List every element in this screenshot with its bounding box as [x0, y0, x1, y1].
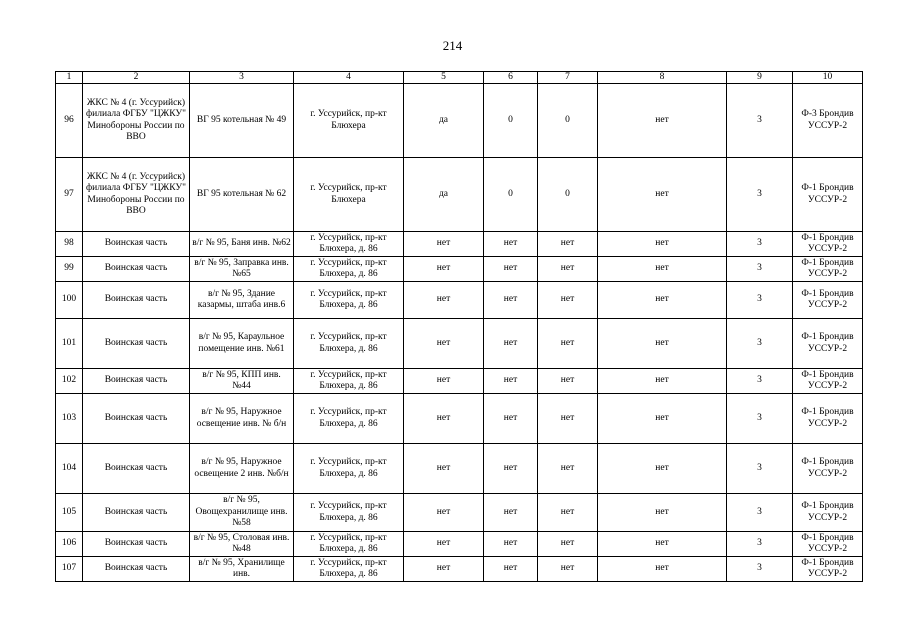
col7-cell: нет: [538, 532, 598, 557]
object-cell: в/г № 95, Наружное освещение 2 инв. №б/н: [190, 444, 294, 494]
col5-cell: нет: [404, 557, 484, 582]
object-cell: в/г № 95, Здание казармы, штаба инв.6: [190, 282, 294, 319]
organization-cell: Воинская часть: [83, 319, 190, 369]
col5-cell: нет: [404, 282, 484, 319]
col6-cell: нет: [484, 369, 538, 394]
column-header: 6: [484, 72, 538, 84]
address-cell: г. Уссурийск, пр-кт Блюхера, д. 86: [294, 557, 404, 582]
object-cell: ВГ 95 котельная № 49: [190, 84, 294, 158]
col5-cell: нет: [404, 232, 484, 257]
column-header: 9: [727, 72, 793, 84]
col8-cell: нет: [598, 282, 727, 319]
table-row: [56, 444, 863, 494]
col7-cell: нет: [538, 282, 598, 319]
organization-cell: Воинская часть: [83, 557, 190, 582]
col9-cell: 3: [727, 532, 793, 557]
table-row: [56, 232, 863, 257]
col10-cell: Ф-1 Брондив УССУР-2: [793, 257, 863, 282]
col5-cell: да: [404, 158, 484, 232]
table-row: [56, 319, 863, 369]
col9-cell: 3: [727, 394, 793, 444]
address-cell: г. Уссурийск, пр-кт Блюхера, д. 86: [294, 282, 404, 319]
row-number-cell: 96: [56, 84, 83, 158]
col5-cell: нет: [404, 257, 484, 282]
column-header: 3: [190, 72, 294, 84]
col6-cell: 0: [484, 158, 538, 232]
column-header: 1: [56, 72, 83, 84]
table-row: [56, 257, 863, 282]
col10-cell: Ф-1 Брондив УССУР-2: [793, 232, 863, 257]
address-cell: г. Уссурийск, пр-кт Блюхера: [294, 158, 404, 232]
col9-cell: 3: [727, 444, 793, 494]
organization-cell: Воинская часть: [83, 232, 190, 257]
organization-cell: Воинская часть: [83, 494, 190, 532]
col6-cell: нет: [484, 394, 538, 444]
col5-cell: нет: [404, 394, 484, 444]
address-cell: г. Уссурийск, пр-кт Блюхера, д. 86: [294, 232, 404, 257]
col8-cell: нет: [598, 319, 727, 369]
col6-cell: нет: [484, 282, 538, 319]
table-row: [56, 369, 863, 394]
row-number-cell: 102: [56, 369, 83, 394]
table-row: [56, 494, 863, 532]
object-cell: в/г № 95, Караульное помещение инв. №61: [190, 319, 294, 369]
col5-cell: нет: [404, 494, 484, 532]
col6-cell: нет: [484, 494, 538, 532]
column-number-row: [56, 72, 863, 84]
col9-cell: 3: [727, 257, 793, 282]
table-row: [56, 282, 863, 319]
page-number: 214: [442, 38, 463, 53]
table-row: [56, 158, 863, 232]
row-number-cell: 107: [56, 557, 83, 582]
object-cell: в/г № 95, Столовая инв. №48: [190, 532, 294, 557]
registry-table: [55, 71, 863, 582]
address-cell: г. Уссурийск, пр-кт Блюхера, д. 86: [294, 257, 404, 282]
col10-cell: Ф-1 Брондив УССУР-2: [793, 532, 863, 557]
col6-cell: нет: [484, 444, 538, 494]
column-header: 8: [598, 72, 727, 84]
organization-cell: Воинская часть: [83, 369, 190, 394]
address-cell: г. Уссурийск, пр-кт Блюхера: [294, 84, 404, 158]
table-row: [56, 557, 863, 582]
col7-cell: 0: [538, 158, 598, 232]
col5-cell: нет: [404, 444, 484, 494]
column-header: 5: [404, 72, 484, 84]
col10-cell: Ф-1 Брондив УССУР-2: [793, 158, 863, 232]
organization-cell: Воинская часть: [83, 394, 190, 444]
col6-cell: нет: [484, 319, 538, 369]
address-cell: г. Уссурийск, пр-кт Блюхера, д. 86: [294, 369, 404, 394]
col8-cell: нет: [598, 444, 727, 494]
col8-cell: нет: [598, 158, 727, 232]
col7-cell: нет: [538, 444, 598, 494]
column-header: 7: [538, 72, 598, 84]
column-header: 4: [294, 72, 404, 84]
col5-cell: нет: [404, 532, 484, 557]
col8-cell: нет: [598, 394, 727, 444]
row-number-cell: 99: [56, 257, 83, 282]
column-header: 2: [83, 72, 190, 84]
col5-cell: нет: [404, 369, 484, 394]
col7-cell: нет: [538, 232, 598, 257]
col8-cell: нет: [598, 232, 727, 257]
col6-cell: 0: [484, 84, 538, 158]
col10-cell: Ф-1 Брондив УССУР-2: [793, 494, 863, 532]
col9-cell: 3: [727, 494, 793, 532]
organization-cell: Воинская часть: [83, 444, 190, 494]
col9-cell: 3: [727, 282, 793, 319]
col9-cell: 3: [727, 319, 793, 369]
col7-cell: нет: [538, 494, 598, 532]
organization-cell: Воинская часть: [83, 257, 190, 282]
column-header: 10: [793, 72, 863, 84]
object-cell: в/г № 95, Овощехранилище инв. №58: [190, 494, 294, 532]
col7-cell: нет: [538, 557, 598, 582]
col6-cell: нет: [484, 232, 538, 257]
col8-cell: нет: [598, 257, 727, 282]
col5-cell: да: [404, 84, 484, 158]
col9-cell: 3: [727, 232, 793, 257]
col10-cell: Ф-1 Брондив УССУР-2: [793, 369, 863, 394]
table-row: [56, 532, 863, 557]
col9-cell: 3: [727, 84, 793, 158]
row-number-cell: 106: [56, 532, 83, 557]
row-number-cell: 98: [56, 232, 83, 257]
col8-cell: нет: [598, 557, 727, 582]
row-number-cell: 101: [56, 319, 83, 369]
col8-cell: нет: [598, 494, 727, 532]
address-cell: г. Уссурийск, пр-кт Блюхера, д. 86: [294, 319, 404, 369]
col8-cell: нет: [598, 532, 727, 557]
col7-cell: нет: [538, 394, 598, 444]
col6-cell: нет: [484, 557, 538, 582]
col10-cell: Ф-1 Брондив УССУР-2: [793, 394, 863, 444]
address-cell: г. Уссурийск, пр-кт Блюхера, д. 86: [294, 494, 404, 532]
object-cell: ВГ 95 котельная № 62: [190, 158, 294, 232]
col8-cell: нет: [598, 369, 727, 394]
row-number-cell: 103: [56, 394, 83, 444]
object-cell: в/г № 95, Баня инв. №62: [190, 232, 294, 257]
col9-cell: 3: [727, 369, 793, 394]
col8-cell: нет: [598, 84, 727, 158]
organization-cell: Воинская часть: [83, 532, 190, 557]
col7-cell: нет: [538, 257, 598, 282]
row-number-cell: 105: [56, 494, 83, 532]
address-cell: г. Уссурийск, пр-кт Блюхера, д. 86: [294, 532, 404, 557]
organization-cell: Воинская часть: [83, 282, 190, 319]
address-cell: г. Уссурийск, пр-кт Блюхера, д. 86: [294, 444, 404, 494]
col5-cell: нет: [404, 319, 484, 369]
table-row: [56, 84, 863, 158]
col10-cell: Ф-1 Брондив УССУР-2: [793, 444, 863, 494]
col7-cell: 0: [538, 84, 598, 158]
col10-cell: Ф-1 Брондив УССУР-2: [793, 319, 863, 369]
organization-cell: ЖКС № 4 (г. Уссурийск) филиала ФГБУ "ЦЖКУ" Минобороны России по ВВО: [83, 84, 190, 158]
col9-cell: 3: [727, 557, 793, 582]
col10-cell: Ф-1 Брондив УССУР-2: [793, 557, 863, 582]
row-number-cell: 97: [56, 158, 83, 232]
row-number-cell: 100: [56, 282, 83, 319]
object-cell: в/г № 95, Заправка инв. №65: [190, 257, 294, 282]
col9-cell: 3: [727, 158, 793, 232]
organization-cell: ЖКС № 4 (г. Уссурийск) филиала ФГБУ "ЦЖКУ" Минобороны России по ВВО: [83, 158, 190, 232]
col7-cell: нет: [538, 319, 598, 369]
row-number-cell: 104: [56, 444, 83, 494]
col6-cell: нет: [484, 532, 538, 557]
object-cell: в/г № 95, Хранилище инв.: [190, 557, 294, 582]
col10-cell: Ф-1 Брондив УССУР-2: [793, 282, 863, 319]
col7-cell: нет: [538, 369, 598, 394]
table-row: [56, 394, 863, 444]
address-cell: г. Уссурийск, пр-кт Блюхера, д. 86: [294, 394, 404, 444]
object-cell: в/г № 95, Наружное освещение инв. № б/н: [190, 394, 294, 444]
object-cell: в/г № 95, КПП инв. №44: [190, 369, 294, 394]
col6-cell: нет: [484, 257, 538, 282]
col10-cell: Ф-3 Брондив УССУР-2: [793, 84, 863, 158]
